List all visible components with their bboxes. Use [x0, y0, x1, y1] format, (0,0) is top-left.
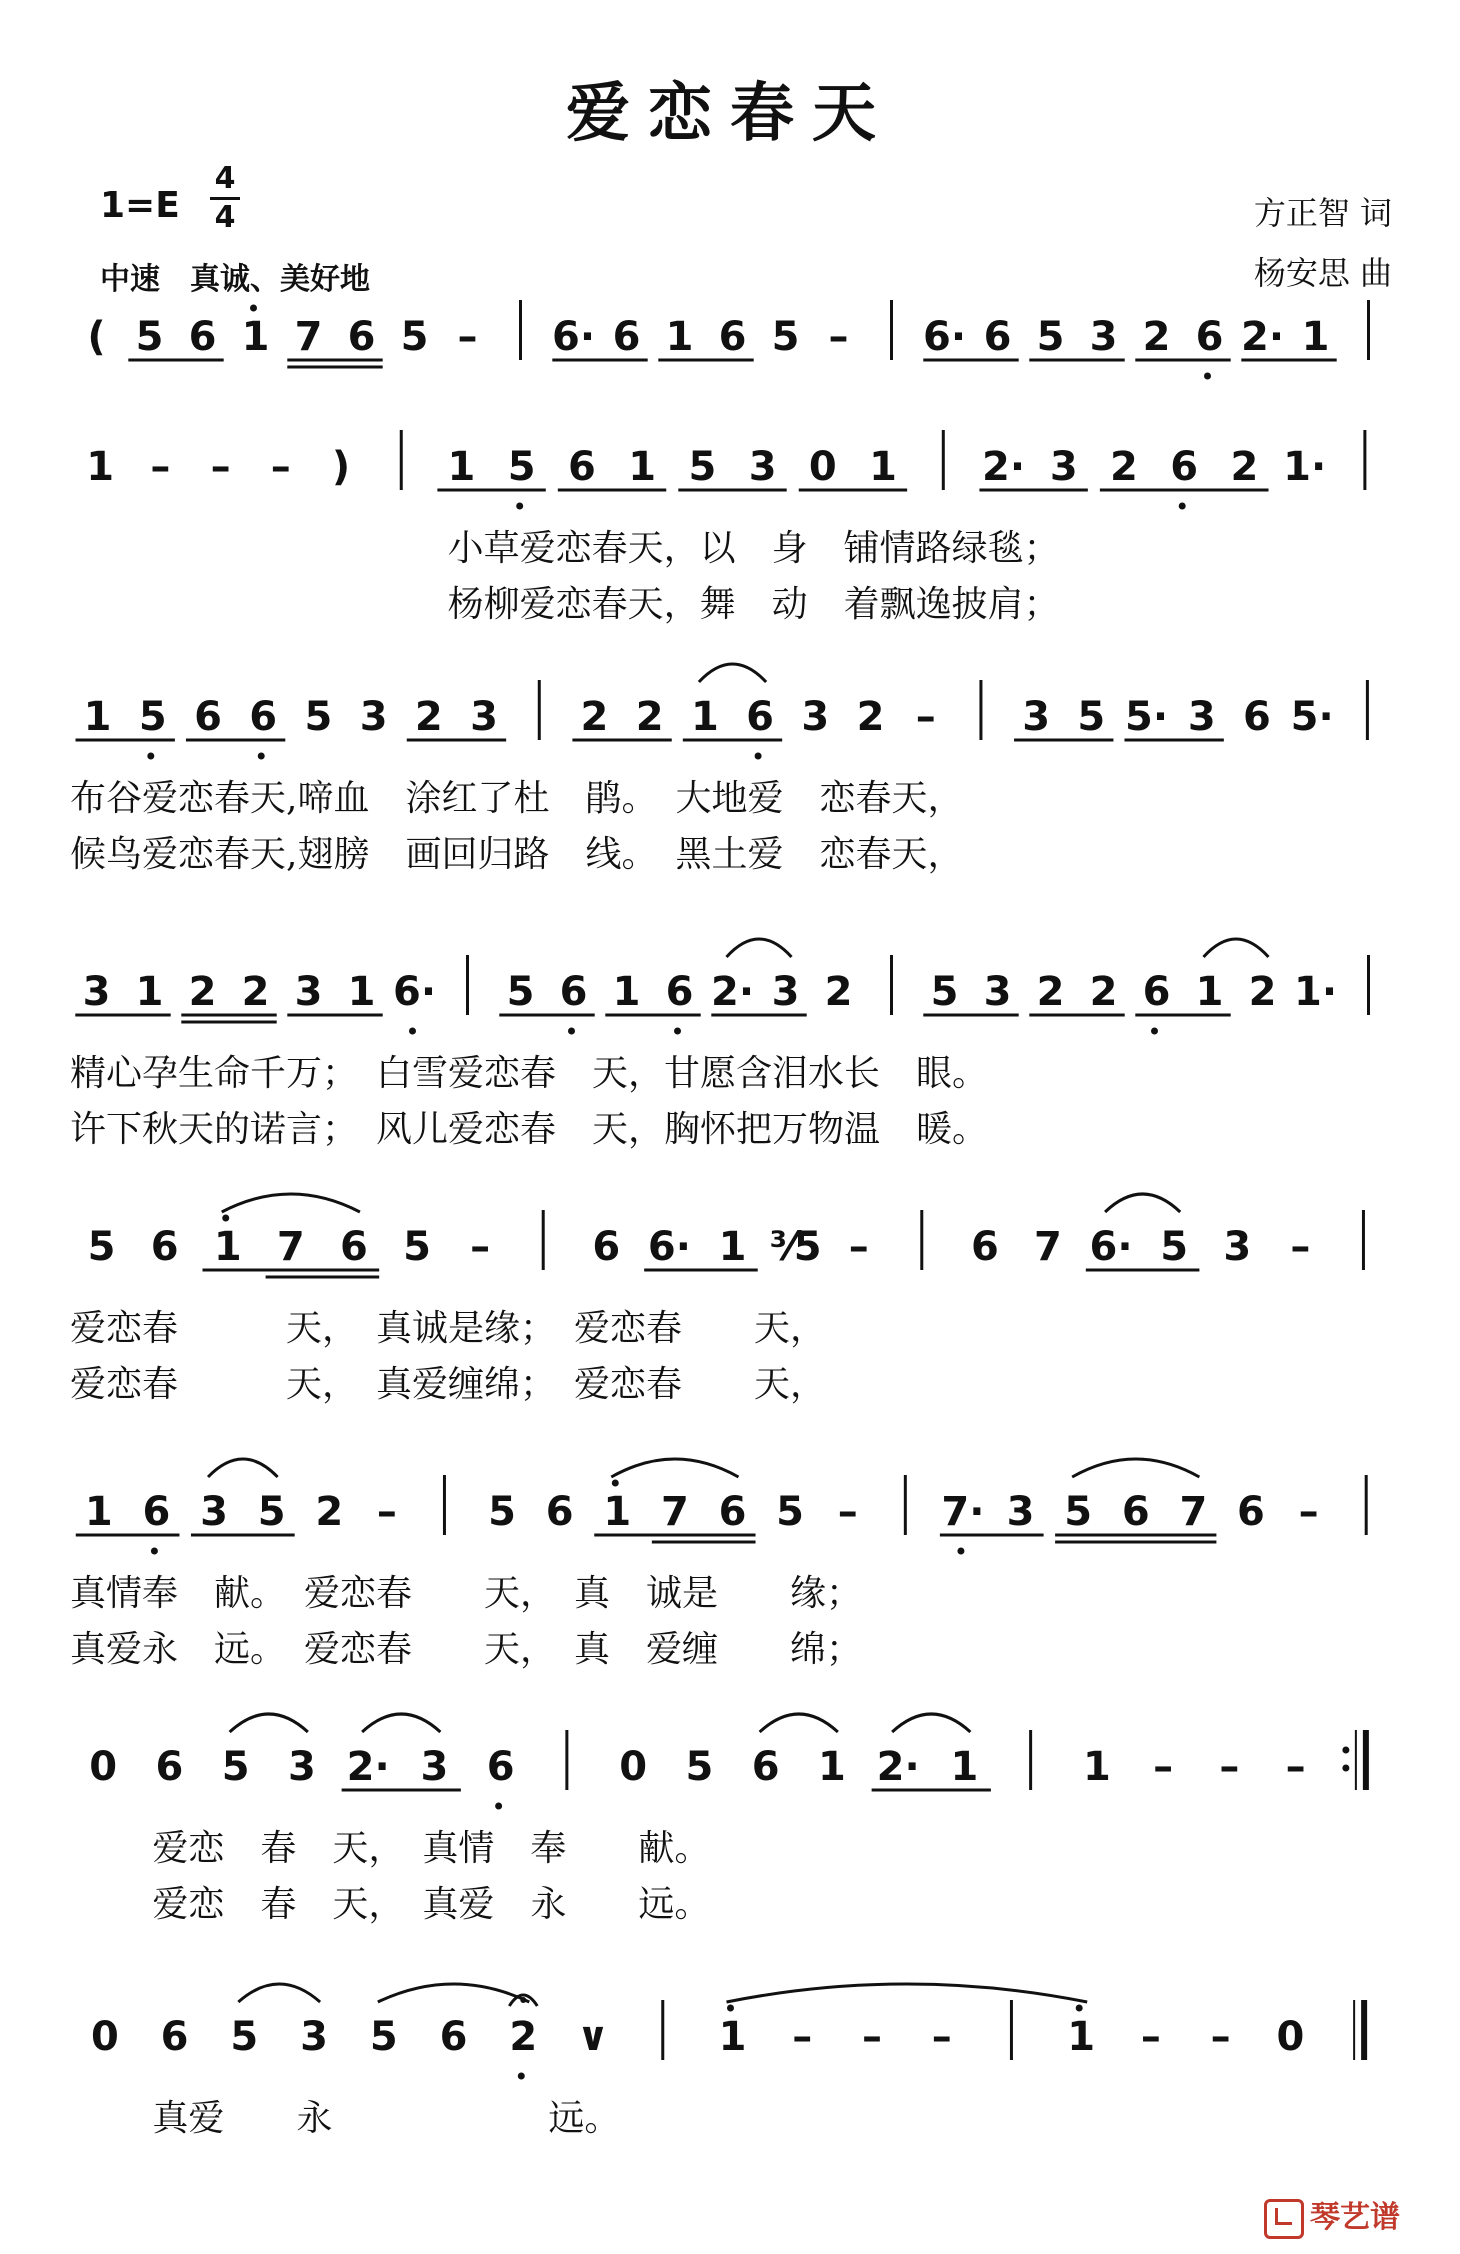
note: 6	[188, 314, 217, 360]
logo-icon	[1264, 2199, 1304, 2239]
note: 3	[470, 694, 498, 740]
tie-slur	[727, 1984, 1088, 2002]
note: –	[1285, 1744, 1306, 1790]
note: 5	[1160, 1224, 1189, 1270]
note: 6	[1243, 694, 1271, 740]
note: 0	[89, 1744, 118, 1790]
note: 2	[414, 694, 443, 740]
note: 3	[200, 1489, 228, 1535]
note: 2·	[1240, 314, 1285, 360]
note: 6	[1237, 1489, 1265, 1535]
note: 7	[294, 314, 323, 360]
lyric-line: 真爱 永 远。	[116, 2098, 621, 2139]
note: 7	[1179, 1489, 1208, 1535]
octave-dot-above	[222, 1215, 229, 1222]
note: 6	[1121, 1489, 1150, 1535]
note: 6	[970, 1224, 999, 1270]
note: 7	[660, 1489, 689, 1535]
tie-slur	[222, 1194, 360, 1212]
note: 1	[665, 314, 694, 360]
note: 3	[287, 1744, 316, 1790]
note: 5	[138, 694, 167, 740]
note: 6	[160, 2014, 189, 2060]
note: –	[457, 314, 478, 360]
note: 3	[983, 969, 1012, 1015]
note: 6	[194, 694, 222, 740]
note: 6	[1170, 444, 1199, 490]
note: 3	[420, 1744, 449, 1790]
tie-slur	[230, 1714, 308, 1732]
note: 0	[1276, 2014, 1305, 2060]
note: 6·	[922, 314, 967, 360]
lyric-line: 爱恋 春 天， 真情 奉 献。	[116, 1828, 711, 1869]
note: 1	[1195, 969, 1224, 1015]
note: 7·	[941, 1489, 985, 1535]
note: 2	[188, 969, 217, 1015]
note: 5	[685, 1744, 714, 1790]
note: 2	[1230, 444, 1259, 490]
lyric-line: 候鸟爱恋春天,翅膀 画回归路 线。 黑土爱 恋春天，	[70, 834, 964, 875]
tie-slur	[892, 1714, 970, 1732]
note: 1	[603, 1489, 632, 1535]
octave-dot-below	[568, 1028, 575, 1035]
note: 5	[221, 1744, 250, 1790]
notation-symbol: ∨	[576, 2014, 610, 2060]
note: 5	[507, 444, 536, 490]
tie-slur	[362, 1714, 440, 1732]
note: 1	[83, 694, 112, 740]
note: 7	[276, 1224, 305, 1270]
note: 6	[751, 1744, 780, 1790]
note: 2·	[982, 444, 1026, 490]
note: 3	[1223, 1224, 1252, 1270]
note: 2	[1142, 314, 1171, 360]
octave-dot-below	[258, 753, 265, 760]
note: 3	[1006, 1489, 1035, 1535]
note: 6·	[551, 314, 596, 360]
note: 3	[771, 969, 800, 1015]
note: 1	[84, 1489, 113, 1535]
note: 2	[580, 694, 609, 740]
note: 6	[340, 1224, 368, 1270]
note: 6	[746, 694, 775, 740]
note: 0	[619, 1744, 648, 1790]
time-signature-top: 4	[214, 161, 236, 196]
note: 3	[82, 969, 111, 1015]
note: 1	[690, 694, 719, 740]
watermark-logo	[1264, 2192, 1400, 2239]
note: 1	[950, 1744, 979, 1790]
note: 6	[665, 969, 694, 1015]
time-signature-bottom: 4	[214, 200, 236, 235]
note: 2	[856, 694, 885, 740]
note: 1	[612, 969, 641, 1015]
note: 6	[486, 1744, 515, 1790]
note: 5·	[1125, 694, 1169, 740]
lyric-line: 杨柳爱恋春天，舞 动 着飘逸披肩；	[447, 584, 1060, 625]
note: 6·	[392, 969, 437, 1015]
octave-dot-below	[151, 1548, 158, 1555]
tie-slur	[378, 1984, 529, 2002]
note: 6	[1195, 314, 1224, 360]
note: 1	[628, 444, 657, 490]
note: 6	[718, 1489, 747, 1535]
note: 2	[241, 969, 270, 1015]
note: 5	[1064, 1489, 1093, 1535]
note: –	[837, 1489, 858, 1535]
note: –	[915, 694, 936, 740]
note: 5	[1036, 314, 1065, 360]
note: 5	[403, 1224, 431, 1270]
lyric-line: 精心孕生命千万； 白雪爱恋春 天，甘愿含泪水长 眼。	[70, 1053, 989, 1094]
note: –	[210, 444, 231, 490]
tie-slur	[1072, 1459, 1199, 1477]
repeat-dot	[1342, 1747, 1349, 1754]
note: –	[861, 2014, 882, 2060]
note: 2	[635, 694, 664, 740]
lyric-line: 真情奉 献。 爱恋春 天， 真 诚是 缘；	[70, 1573, 863, 1614]
note: 1·	[1293, 969, 1338, 1015]
note: –	[376, 1489, 397, 1535]
tie-slur	[760, 1714, 838, 1732]
note: 6	[142, 1489, 171, 1535]
note: 6	[347, 314, 376, 360]
note: 6	[1142, 969, 1171, 1015]
composer-credit: 杨安思 曲	[1253, 254, 1392, 292]
note: 1	[1301, 314, 1330, 360]
note: 5	[369, 2014, 398, 2060]
octave-dot-below	[518, 2073, 525, 2080]
note: 2	[1248, 969, 1277, 1015]
note: 6·	[1089, 1224, 1133, 1270]
note: 0	[90, 2014, 119, 2060]
note: 5	[771, 314, 800, 360]
note: 5	[506, 969, 535, 1015]
note: 2	[824, 969, 853, 1015]
octave-dot-below	[516, 503, 523, 510]
note: 6	[150, 1224, 179, 1270]
octave-dot-below	[1151, 1028, 1158, 1035]
note: 6	[249, 694, 278, 740]
note: 6	[718, 314, 747, 360]
tie-slur	[238, 1984, 320, 2002]
note: 2·	[346, 1744, 390, 1790]
note: 2	[1089, 969, 1118, 1015]
note: –	[828, 314, 849, 360]
note: 1	[135, 969, 164, 1015]
note: –	[470, 1224, 491, 1270]
octave-dot-above	[250, 305, 257, 312]
tie-slur	[1204, 939, 1269, 957]
lyric-line: 爱恋春 天， 真诚是缘； 爱恋春 天，	[70, 1308, 827, 1349]
note: –	[1290, 1224, 1311, 1270]
lyric-line: 布谷爱恋春天,啼血 涂红了杜 鹃。 大地爱 恋春天，	[70, 778, 964, 819]
tempo-marking: 中速 真诚、美好地	[100, 262, 370, 297]
note: 2	[315, 1489, 344, 1535]
note: 3	[300, 2014, 329, 2060]
note: 1	[213, 1224, 242, 1270]
note: 3	[801, 694, 830, 740]
note: 5	[135, 314, 164, 360]
notation-symbol: (	[87, 314, 106, 360]
note: 5	[304, 694, 333, 740]
note: 3	[1049, 444, 1078, 490]
octave-dot-above	[1076, 2005, 1083, 2012]
lyric-line: 小草爱恋春天，以 身 铺情路绿毯；	[447, 528, 1060, 569]
note: 5	[1077, 694, 1106, 740]
note: –	[1153, 1744, 1174, 1790]
note: 3	[359, 694, 388, 740]
note: 1	[86, 444, 115, 490]
octave-dot-below	[409, 1028, 416, 1035]
note: 7	[1034, 1224, 1062, 1270]
note: –	[150, 444, 171, 490]
note: 5	[230, 2014, 259, 2060]
note: 6	[592, 1224, 621, 1270]
repeat-dot	[1342, 1765, 1349, 1772]
note: 5	[400, 314, 429, 360]
notation-symbol: )	[331, 444, 351, 490]
note: 6	[155, 1744, 184, 1790]
note: 3	[748, 444, 777, 490]
note: –	[931, 2014, 952, 2060]
lyric-line: 爱恋春 天， 真爱缠绵； 爱恋春 天，	[70, 1364, 827, 1405]
note: 6	[568, 444, 596, 490]
note: 5	[776, 1489, 805, 1535]
lyric-line: 爱恋 春 天， 真爱 永 远。	[116, 1884, 711, 1925]
key-signature: 1=E	[100, 185, 180, 226]
lyric-line: 真爱永 远。 爱恋春 天， 真 爱缠 绵；	[70, 1629, 863, 1670]
note: –	[1298, 1489, 1319, 1535]
tie-slur	[208, 1459, 278, 1477]
note: 1	[817, 1744, 846, 1790]
note: –	[1219, 1744, 1240, 1790]
watermark-text: 琴艺谱	[1310, 2200, 1400, 2235]
note: 5	[688, 444, 717, 490]
note: 2	[1036, 969, 1065, 1015]
note: 3	[1089, 314, 1118, 360]
octave-dot-below	[1204, 373, 1211, 380]
song-title: 爱恋春天	[566, 76, 894, 151]
octave-dot-below	[147, 753, 154, 760]
note: 3	[1187, 694, 1216, 740]
note: ³⁄5	[769, 1224, 822, 1270]
note: 6	[545, 1489, 574, 1535]
note: 5	[87, 1224, 116, 1270]
octave-dot-below	[755, 753, 762, 760]
note: –	[270, 444, 291, 490]
note: –	[848, 1224, 869, 1270]
note: –	[1140, 2014, 1161, 2060]
note: 2	[509, 2014, 538, 2060]
octave-dot-below	[957, 1548, 964, 1555]
note: 5	[257, 1489, 286, 1535]
note: 6·	[647, 1224, 691, 1270]
note: 1	[241, 314, 270, 360]
note: 1	[869, 444, 897, 490]
lyric-line: 许下秋天的诺言； 风儿爱恋春 天，胸怀把万物温 暖。	[70, 1109, 989, 1150]
note: 1	[347, 969, 376, 1015]
note: 1	[718, 1224, 747, 1270]
note: 2·	[876, 1744, 920, 1790]
note: 6	[439, 2014, 468, 2060]
note: 1·	[1283, 444, 1327, 490]
note: 6	[983, 314, 1012, 360]
note: 1	[447, 444, 476, 490]
note: 2	[1110, 444, 1138, 490]
note: –	[792, 2014, 813, 2060]
note: 1	[1082, 1744, 1111, 1790]
octave-dot-above	[612, 1480, 619, 1487]
note: 2·	[710, 969, 755, 1015]
note: –	[1210, 2014, 1231, 2060]
note: 3	[1022, 694, 1051, 740]
note: 1	[718, 2014, 747, 2060]
note: 6	[612, 314, 641, 360]
octave-dot-above	[727, 2005, 734, 2012]
tie-slur	[1105, 1194, 1180, 1212]
lyricist-credit: 方正智 词	[1253, 194, 1392, 232]
octave-dot-below	[674, 1028, 681, 1035]
note: 0	[808, 444, 837, 490]
note: 5	[488, 1489, 516, 1535]
note: 5	[930, 969, 959, 1015]
octave-dot-below	[495, 1803, 502, 1810]
tie-slur	[699, 664, 766, 682]
note: 1	[1067, 2014, 1096, 2060]
note: 5·	[1290, 694, 1334, 740]
octave-dot-below	[1179, 503, 1186, 510]
tie-slur	[611, 1459, 738, 1477]
note: 3	[294, 969, 323, 1015]
note: 6	[559, 969, 588, 1015]
tie-slur	[727, 939, 792, 957]
